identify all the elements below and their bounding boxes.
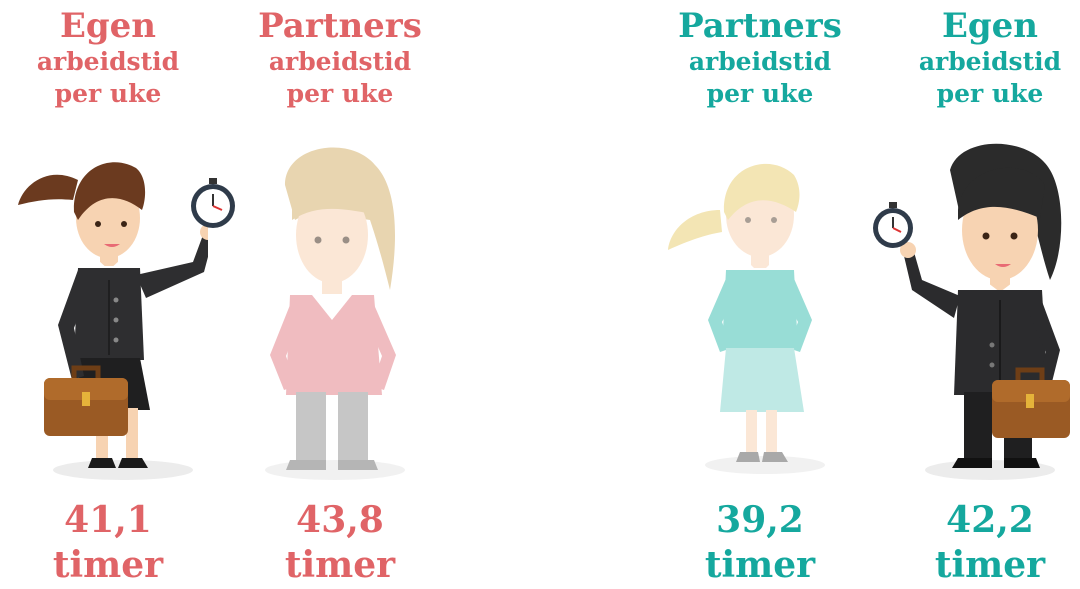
panel-subtitle-1: arbeidstid (268, 47, 412, 76)
value-block (8, 497, 208, 587)
hours-unit: timer (284, 544, 396, 586)
value-block (660, 497, 860, 587)
panel-subtitle-2: per uke (706, 79, 814, 108)
panel-title: Partners (678, 6, 842, 46)
value-block (900, 497, 1080, 587)
woman-partner-illustration (660, 140, 860, 485)
panel-subtitle-1: arbeidstid (36, 47, 180, 76)
hours-value: 39,2 (716, 499, 804, 541)
panel-subtitle-2: per uke (54, 79, 162, 108)
panel-subtitle-1: arbeidstid (688, 47, 832, 76)
hours-value: 43,8 (296, 499, 384, 541)
businesswoman-illustration (8, 140, 208, 485)
panel-subtitle-2: per uke (286, 79, 394, 108)
businessman-illustration (900, 140, 1080, 485)
stopwatch-icon (188, 178, 238, 230)
hours-value: 41,1 (64, 499, 152, 541)
hours-unit: timer (52, 544, 164, 586)
panel-heading (660, 6, 860, 110)
hours-value: 42,2 (946, 499, 1034, 541)
panel-man-partner (660, 0, 860, 589)
panel-heading (8, 6, 208, 110)
hours-unit: timer (704, 544, 816, 586)
stopwatch-icon (870, 202, 916, 250)
value-block (240, 497, 440, 587)
panel-subtitle-2: per uke (936, 79, 1044, 108)
panel-title: Partners (258, 6, 422, 46)
panel-title: Egen (941, 6, 1039, 46)
panel-man-own (900, 0, 1080, 589)
panel-heading (240, 6, 440, 110)
hours-unit: timer (934, 544, 1046, 586)
panel-woman-own (8, 0, 208, 589)
panel-title: Egen (59, 6, 157, 46)
man-partner-illustration (240, 140, 440, 485)
panel-woman-partner (240, 0, 440, 589)
panel-subtitle-1: arbeidstid (918, 47, 1062, 76)
panel-heading (900, 6, 1080, 110)
